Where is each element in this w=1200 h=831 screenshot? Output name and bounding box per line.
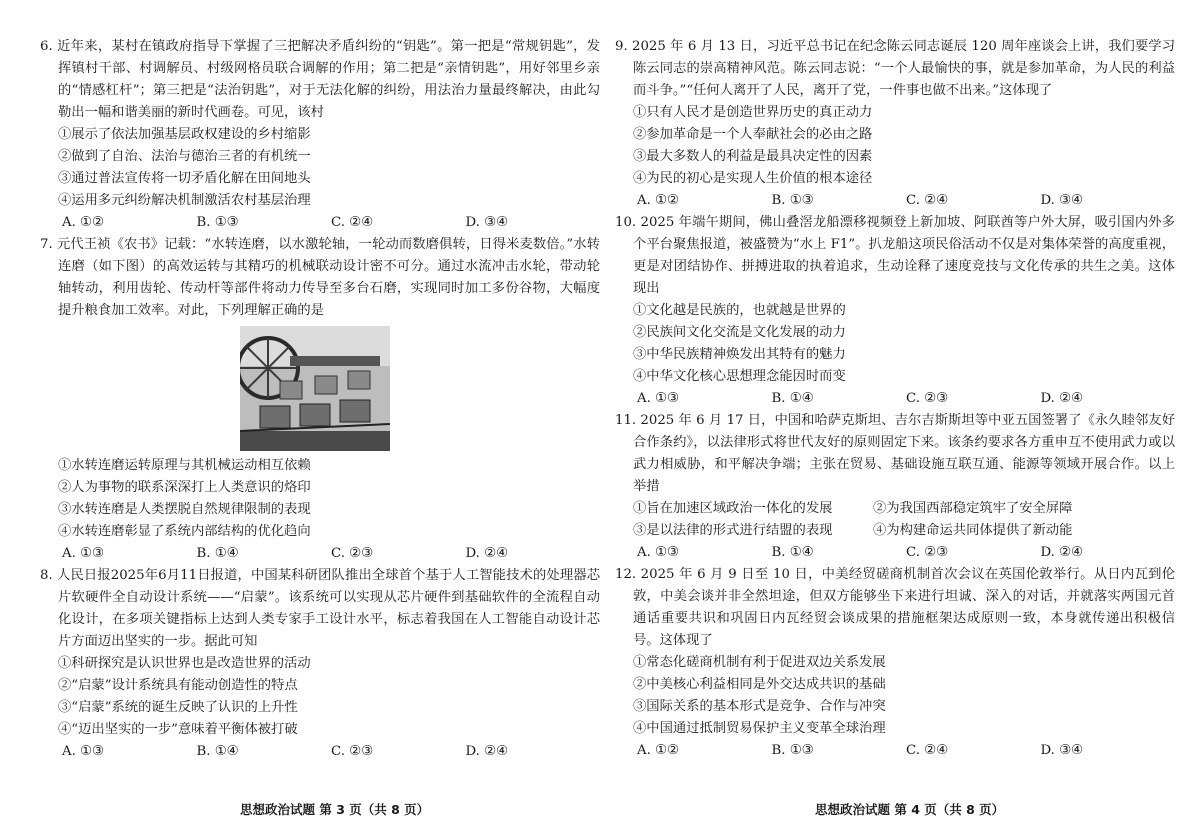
choice-d: D. ③④ [465,215,508,230]
question-7 [40,234,600,565]
question-7-option-3: ③水转连磨是人类摆脱自然规律限制的表现 [58,502,311,517]
choice-a: A. ①③ [62,744,104,759]
question-8-choices [40,741,600,763]
question-11-option-2: ②为我国西部稳定筑牢了安全屏障 [873,501,1073,516]
question-9-option-1: ①只有人民才是创造世界历史的真正动力 [633,105,873,120]
choice-d: D. ②④ [465,546,508,561]
question-12-option-2: ②中美核心利益相同是外交达成共识的基础 [633,677,886,692]
choice-c: C. ②③ [331,744,373,759]
question-6 [40,36,600,234]
choice-b: B. ①④ [771,545,814,560]
choice-c: C. ②③ [331,546,373,561]
question-8-option-2: ②“启蒙”设计系统具有能动创造性的特点 [58,678,298,693]
question-12-option-3: ③国际关系的基本形式是竞争、合作与冲突 [633,699,886,714]
question-9-option-3: ③最大多数人的利益是最具决定性的因素 [633,149,873,164]
choice-d: D. ②④ [1040,545,1083,560]
question-11-options-row-1 [615,498,1175,520]
choice-c: C. ②③ [906,545,948,560]
question-12-option-4: ④中国通过抵制贸易保护主义变革全球治理 [633,721,886,736]
choice-c: C. ②④ [331,215,373,230]
choice-a: A. ①③ [637,391,679,406]
question-9 [615,36,1175,212]
question-11-option-3: ③是以法律的形式进行结盟的表现 [633,523,833,538]
choice-a: A. ①② [637,743,679,758]
question-7-option-2: ②人为事物的联系深深打上人类意识的烙印 [58,480,311,495]
question-12-stem: 12. 2025 年 6 月 9 日至 10 日，中美经贸磋商机制首次会议在英国伦敦举行。从日内瓦到伦敦，中美会谈并非全然坦途，但双方能够坐下来进行坦诚、深入的对话，并就落实两国元首通话重要共识和巩固日内瓦经贸会谈成果的措施框架达成原则一致，本身就传递出积极信号。这体现了 [615,567,1175,648]
question-10-option-2: ②民族间文化交流是文化发展的动力 [633,325,846,340]
question-12-choices [615,740,1175,762]
right-page-column [615,36,1175,762]
question-7-option-1: ①水转连磨运转原理与其机械运动相互依赖 [58,458,311,473]
left-page-column [40,36,600,763]
question-12-option-1: ①常态化磋商机制有利于促进双边关系发展 [633,655,886,670]
water-mill-photo [240,326,390,451]
choice-b: B. ①③ [196,215,239,230]
choice-d: D. ③④ [1040,743,1083,758]
choice-a: A. ①② [62,215,104,230]
choice-c: C. ②④ [906,743,948,758]
question-10-option-4: ④中华文化核心思想理念能因时而变 [633,369,846,384]
question-7-stem: 7. 元代王祯《农书》记载：“水转连磨，以水激轮轴，一轮动而数磨俱转，日得米麦数倍。”水转连磨（如下图）的高效运转与其精巧的机械联动设计密不可分。通过水流冲击水轮，带动轮轴转动，利用齿轮、传动杆等部件将动力传导至多台石磨，实现同时加工多份谷物，大幅度提升粮食加工效率。对此，下列理解正确的是 [40,237,600,318]
choice-c: C. ②④ [906,193,948,208]
choice-a: A. ①② [637,193,679,208]
question-11-choices [615,542,1175,564]
question-6-choices [40,212,600,234]
choice-c: C. ②③ [906,391,948,406]
question-8-option-1: ①科研探究是认识世界也是改造世界的活动 [58,656,311,671]
question-8-stem: 8. 人民日报2025年6月11日报道，中国某科研团队推出全球首个基于人工智能技术的处理器芯片软硬件全自动设计系统——“启蒙”。该系统可以实现从芯片硬件到基础软件的全流程自动化设计，在多项关键指标上达到人类专家手工设计水平，标志着我国在人工智能自动设计芯片方面迈出坚实的一步。据此可知 [40,568,600,649]
question-9-stem: 9. 2025 年 6 月 13 日，习近平总书记在纪念陈云同志诞辰 120 周年座谈会上讲，我们要学习陈云同志的崇高精神风范。陈云同志说：“一个人最愉快的事，就是参加革命，为人民的利益而斗争。”“任何人离开了人民，离开了党，一件事也做不出来。”这体现了 [615,39,1175,98]
question-6-option-3: ③通过普法宣传将一切矛盾化解在田间地头 [58,171,311,186]
choice-b: B. ①④ [196,546,239,561]
question-10-choices [615,388,1175,410]
question-8 [40,565,600,763]
choice-d: D. ②④ [465,744,508,759]
question-8-option-3: ③“启蒙”系统的诞生反映了认识的上升性 [58,700,298,715]
question-11-options-row-2 [615,520,1175,542]
choice-a: A. ①③ [62,546,104,561]
question-7-choices [40,543,600,565]
question-7-option-4: ④水转连磨彰显了系统内部结构的优化趋向 [58,524,311,539]
question-6-option-4: ④运用多元纠纷解决机制激活农村基层治理 [58,193,311,208]
question-6-option-1: ①展示了依法加强基层政权建设的乡村缩影 [58,127,311,142]
question-11-option-1: ①旨在加速区域政治一体化的发展 [633,501,833,516]
question-8-option-4: ④“迈出坚实的一步”意味着平衡体被打破 [58,722,298,737]
choice-b: B. ①④ [196,744,239,759]
question-9-option-4: ④为民的初心是实现人生价值的根本途径 [633,171,873,186]
choice-d: D. ②④ [1040,391,1083,406]
question-9-option-2: ②参加革命是一个人奉献社会的必由之路 [633,127,873,142]
choice-b: B. ①④ [771,391,814,406]
question-11-stem: 11. 2025 年 6 月 17 日，中国和哈萨克斯坦、吉尔吉斯斯坦等中亚五国签署了《永久睦邻友好合作条约》，以法律形式将世代友好的原则固定下来。该条约要求各方重申互不使用武力或以武力相威胁，和平解决争端；主张在贸易、基础设施互联互通、能源等领域开展合作。以上举措 [615,413,1175,494]
question-11 [615,410,1175,564]
page-footer-left: 思想政治试题 第 3 页（共 8 页） [240,802,430,817]
choice-b: B. ①③ [771,193,814,208]
question-11-option-4: ④为构建命运共同体提供了新动能 [873,523,1073,538]
choice-a: A. ①③ [637,545,679,560]
question-9-choices [615,190,1175,212]
question-10-option-1: ①文化越是民族的，也就越是世界的 [633,303,846,318]
question-10 [615,212,1175,410]
question-6-stem: 6. 近年来，某村在镇政府指导下掌握了三把解决矛盾纠纷的“钥匙”。第一把是“常规钥匙”，发挥镇村干部、村调解员、村级网格员联合调解的作用；第二把是“亲情钥匙”，用好邻里乡亲的“情感杠杆”；第三把是“法治钥匙”，对于无法化解的纠纷，用法治力量最终解决，由此勾勒出一幅和谐美丽的新时代画卷。可见，该村 [40,39,600,120]
choice-b: B. ①③ [771,743,814,758]
page-footer-right: 思想政治试题 第 4 页（共 8 页） [815,802,1005,817]
question-6-option-2: ②做到了自治、法治与德治三者的有机统一 [58,149,311,164]
question-12 [615,564,1175,762]
choice-d: D. ③④ [1040,193,1083,208]
question-10-option-3: ③中华民族精神焕发出其特有的魅力 [633,347,846,362]
question-10-stem: 10. 2025 年端午期间，佛山叠滘龙船漂移视频登上新加坡、阿联酋等户外大屏，吸引国内外多个平台聚焦报道，被盛赞为“水上 F1”。扒龙船这项民俗活动不仅是对集体荣誉的高度重视，更是对团结协作、拼搏进取的执着追求，生动诠释了速度竞技与文化传承的共生之美。这体现出 [615,215,1175,296]
